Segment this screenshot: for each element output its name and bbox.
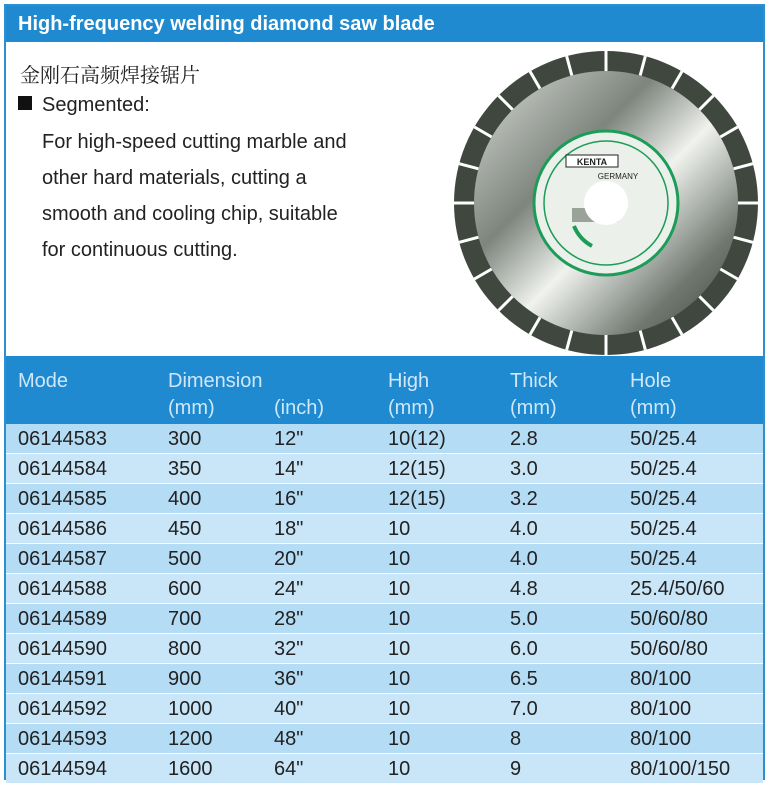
cell-dimension-inch: 40" [274, 698, 304, 720]
cell-dimension-mm: 300 [168, 428, 202, 450]
cell-dimension-mm: 400 [168, 488, 202, 510]
cell-mode: 06144587 [18, 548, 107, 570]
cell-hole: 25.4/50/60 [630, 578, 725, 600]
cell-dimension-inch: 14" [274, 458, 304, 480]
cell-high: 10 [388, 758, 411, 780]
cell-dimension-inch: 64" [274, 758, 304, 780]
saw-blade-image [446, 48, 766, 358]
blade-origin-text: GERMANY [597, 172, 639, 181]
cell-hole: 50/25.4 [630, 428, 697, 450]
cell-high: 10 [388, 608, 411, 630]
header-dimension: Dimension [168, 370, 263, 392]
table-row [6, 754, 763, 784]
table-row [6, 574, 763, 604]
cell-high: 12(15) [388, 458, 446, 480]
cell-hole: 50/25.4 [630, 488, 697, 510]
cell-mode: 06144591 [18, 668, 107, 690]
cell-dimension-mm: 900 [168, 668, 202, 690]
table-row [6, 694, 763, 724]
table-row [6, 604, 763, 634]
chinese-title: 金刚石高频焊接锯片 [20, 65, 200, 87]
table-header [6, 356, 763, 424]
table-row [6, 544, 763, 574]
header-high-unit: (mm) [388, 397, 435, 419]
cell-dimension-mm: 800 [168, 638, 202, 660]
cell-dimension-inch: 48" [274, 728, 304, 750]
table-row [6, 664, 763, 694]
cell-hole: 50/25.4 [630, 548, 697, 570]
cell-hole: 80/100 [630, 668, 692, 690]
cell-dimension-inch: 16" [274, 488, 304, 510]
header-high: High [388, 370, 430, 392]
header-thick-unit: (mm) [510, 397, 557, 419]
cell-thick: 4.0 [510, 518, 538, 540]
header-hole: Hole [630, 370, 672, 392]
cell-dimension-mm: 1600 [168, 758, 213, 780]
cell-thick: 7.0 [510, 698, 538, 720]
cell-dimension-mm: 450 [168, 518, 202, 540]
cell-mode: 06144588 [18, 578, 107, 600]
cell-dimension-mm: 600 [168, 578, 202, 600]
blade-brand-text: KENTA [576, 157, 608, 167]
description-line: other hard materials, cutting a [42, 167, 307, 189]
cell-dimension-mm: 500 [168, 548, 202, 570]
cell-thick: 5.0 [510, 608, 538, 630]
cell-dimension-inch: 32" [274, 638, 304, 660]
cell-dimension-inch: 20" [274, 548, 304, 570]
cell-thick: 8 [510, 728, 522, 750]
cell-high: 10 [388, 578, 411, 600]
cell-dimension-inch: 12" [274, 428, 304, 450]
product-card [4, 4, 765, 780]
description-line: for continuous cutting. [42, 239, 238, 261]
header-dimension-mm: (mm) [168, 397, 215, 419]
cell-mode: 06144586 [18, 518, 107, 540]
cell-hole: 50/25.4 [630, 518, 697, 540]
cell-high: 10 [388, 638, 411, 660]
cell-mode: 06144584 [18, 458, 107, 480]
cell-high: 10 [388, 518, 411, 540]
cell-thick: 2.8 [510, 428, 538, 450]
bullet-label: Segmented: [42, 94, 150, 116]
cell-hole: 50/25.4 [630, 458, 697, 480]
header-thick: Thick [510, 370, 558, 392]
description-line: smooth and cooling chip, suitable [42, 203, 338, 225]
cell-mode: 06144593 [18, 728, 107, 750]
table-row [6, 514, 763, 544]
cell-mode: 06144592 [18, 698, 107, 720]
cell-mode: 06144583 [18, 428, 107, 450]
header-dimension-inch: (inch) [274, 397, 325, 419]
cell-high: 10(12) [388, 428, 446, 450]
cell-high: 10 [388, 698, 411, 720]
square-bullet-icon [18, 96, 32, 110]
cell-hole: 50/60/80 [630, 608, 708, 630]
cell-high: 10 [388, 728, 411, 750]
cell-hole: 50/60/80 [630, 638, 708, 660]
spec-table-body [6, 424, 763, 784]
table-row [6, 454, 763, 484]
description-line: For high-speed cutting marble and [42, 131, 347, 153]
cell-hole: 80/100 [630, 728, 692, 750]
description [42, 124, 422, 268]
cell-dimension-mm: 1200 [168, 728, 213, 750]
cell-thick: 6.5 [510, 668, 538, 690]
cell-hole: 80/100/150 [630, 758, 731, 780]
table-row [6, 424, 763, 454]
cell-mode: 06144585 [18, 488, 107, 510]
cell-high: 10 [388, 668, 411, 690]
cell-dimension-mm: 1000 [168, 698, 213, 720]
cell-mode: 06144594 [18, 758, 107, 780]
cell-thick: 3.0 [510, 458, 538, 480]
cell-high: 10 [388, 548, 411, 570]
cell-thick: 4.8 [510, 578, 538, 600]
cell-dimension-inch: 28" [274, 608, 304, 630]
segment-bullet [18, 94, 150, 117]
cell-thick: 4.0 [510, 548, 538, 570]
table-row [6, 724, 763, 754]
cell-mode: 06144589 [18, 608, 107, 630]
page-title: High-frequency welding diamond saw blade [6, 6, 763, 42]
cell-dimension-mm: 700 [168, 608, 202, 630]
cell-mode: 06144590 [18, 638, 107, 660]
cell-dimension-mm: 350 [168, 458, 202, 480]
cell-high: 12(15) [388, 488, 446, 510]
header-mode: Mode [18, 370, 69, 392]
cell-dimension-inch: 24" [274, 578, 304, 600]
cell-thick: 3.2 [510, 488, 538, 510]
cell-hole: 80/100 [630, 698, 692, 720]
header-hole-unit: (mm) [630, 397, 677, 419]
cell-dimension-inch: 36" [274, 668, 304, 690]
cell-thick: 6.0 [510, 638, 538, 660]
cell-dimension-inch: 18" [274, 518, 304, 540]
cell-thick: 9 [510, 758, 522, 780]
table-row [6, 484, 763, 514]
arbor-hole [584, 181, 628, 225]
table-row [6, 634, 763, 664]
